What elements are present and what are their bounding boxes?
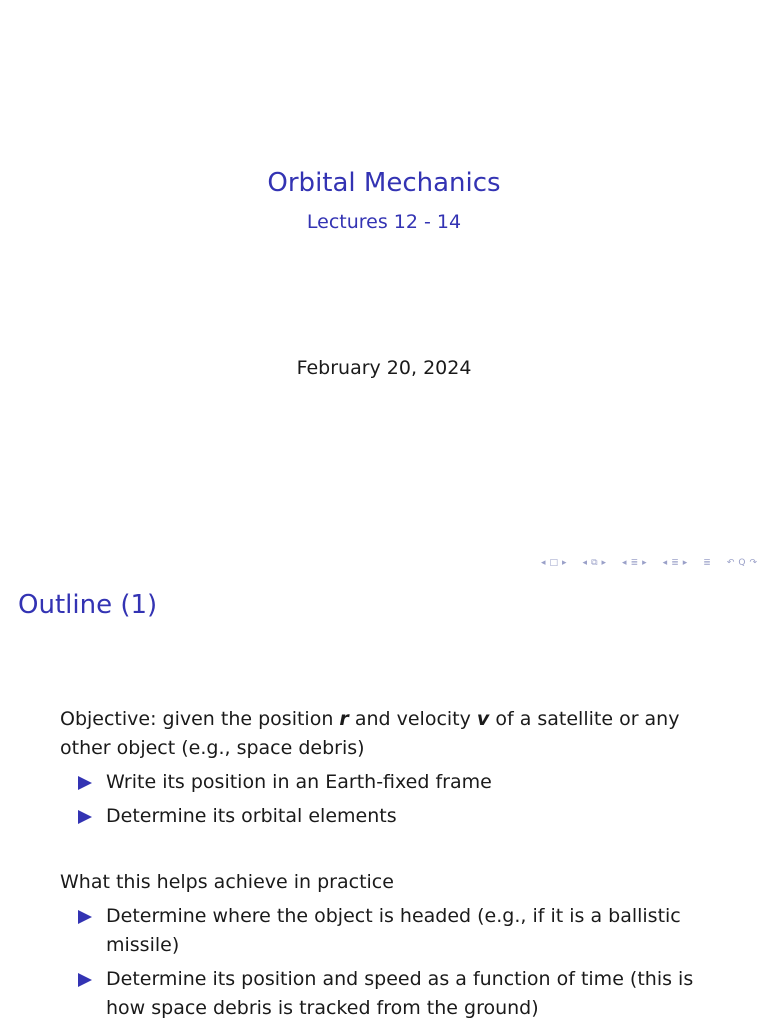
nav-forward-icon[interactable]: ↷ (749, 558, 757, 568)
nav-next-slide-icon[interactable]: ▸ (562, 558, 567, 568)
nav-prev-subsection-icon[interactable]: ◂ (622, 558, 627, 568)
nav-search-icon[interactable]: Q (738, 558, 746, 568)
practice-bullet-list (78, 902, 718, 1028)
frame-title: Outline (1) (18, 590, 158, 620)
nav-slide-icon[interactable]: □ (549, 558, 559, 568)
objective-paragraph (60, 705, 720, 763)
nav-section-icon[interactable]: ≣ (671, 558, 679, 568)
nav-prev-frame-icon[interactable]: ◂ (582, 558, 588, 568)
list-item: Determine its orbital elements (78, 802, 718, 831)
beamer-navigation-bar (540, 555, 758, 571)
practice-heading: What this helps achieve in practice (60, 871, 394, 893)
presentation-date: February 20, 2024 (296, 357, 472, 379)
nav-prev-section-icon[interactable]: ◂ (662, 558, 668, 568)
objective-middle: and velocity (348, 708, 477, 730)
objective-bullet-list (78, 768, 718, 836)
objective-suffix: of a satellite or any other object (e.g., space debris) (60, 708, 680, 759)
nav-next-subsection-icon[interactable]: ▸ (642, 558, 647, 568)
triangle-bullet-icon (78, 973, 92, 987)
presentation-subtitle: Lectures 12 - 14 (306, 211, 462, 233)
objective-prefix: Objective: given the position (60, 708, 340, 730)
nav-next-section-icon[interactable]: ▸ (682, 558, 688, 568)
position-vector-symbol: r (339, 708, 349, 730)
list-item: Write its position in an Earth-fixed frame (78, 768, 718, 797)
nav-frame-icon[interactable]: ⧉ (591, 558, 598, 568)
nav-back-icon[interactable]: ↶ (726, 558, 735, 568)
nav-next-frame-icon[interactable]: ▸ (601, 558, 607, 568)
triangle-bullet-icon (78, 810, 92, 824)
presentation-title: Orbital Mechanics (267, 168, 501, 198)
nav-subsection-icon[interactable]: ≣ (630, 558, 639, 568)
list-item: Determine its position and speed as a function of time (this is how space debris is tracked from the ground) (78, 965, 718, 1023)
triangle-bullet-icon (78, 910, 92, 924)
list-item: Determine where the object is headed (e.g., if it is a ballistic missile) (78, 902, 718, 960)
triangle-bullet-icon (78, 776, 92, 790)
outline-slide (0, 576, 768, 1024)
velocity-vector-symbol: v (476, 708, 490, 730)
nav-document-icon[interactable]: ≣ (703, 558, 711, 568)
nav-prev-slide-icon[interactable]: ◂ (540, 558, 546, 568)
